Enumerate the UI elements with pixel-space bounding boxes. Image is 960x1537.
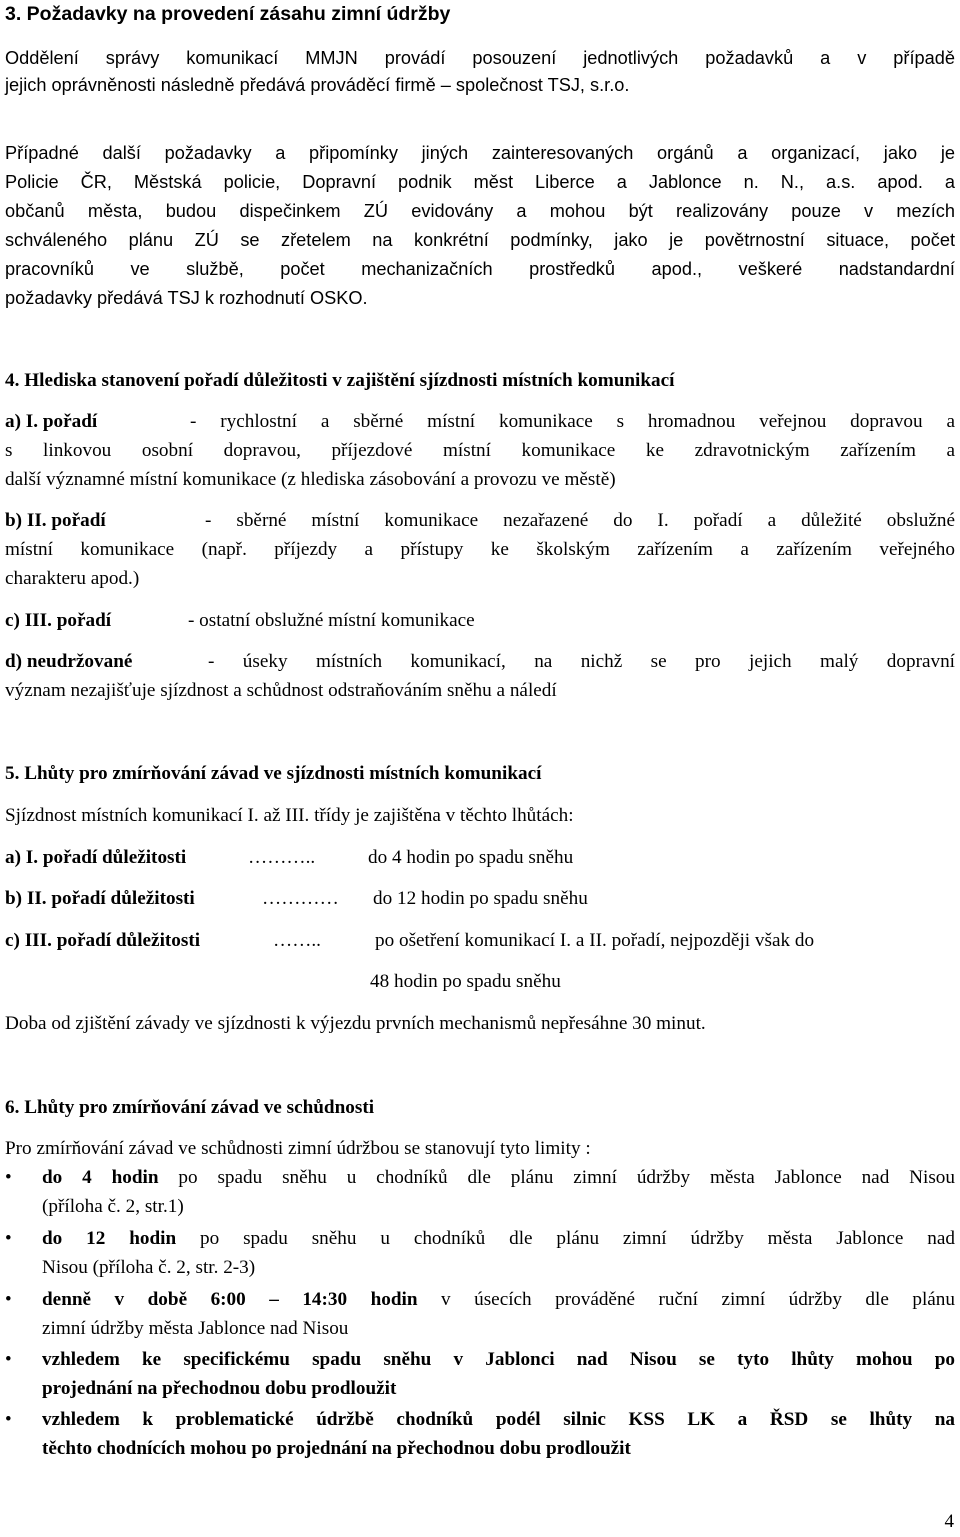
s6-bullet-4-line-1: vzhledem ke specifickému spadu sněhu v Jablonci nad Nisou se tyto lhůty mohou po (42, 1349, 955, 1370)
s4-b-line-2: místní komunikace (např. příjezdy a přístupy ke školským zařízením a zařízením veřejného (5, 539, 955, 560)
s5-row-3-text: po ošetření komunikací I. a II. pořadí, nejpozději však do (375, 930, 815, 951)
page-number: 4 (944, 1511, 954, 1532)
s5-row-1-label: a) I. pořadí důležitosti (5, 847, 187, 868)
s6-bullet-2-bold: do 12 hodin (42, 1228, 177, 1249)
bullet-icon: • (5, 1349, 12, 1370)
s3-p2-line-5: pracovníků ve službě, počet mechanizačních prostředků apod., veškeré nadstandardní (5, 259, 955, 279)
s4-b-line-3: charakteru apod.) (5, 568, 140, 589)
s4-c-label: c) III. pořadí (5, 610, 112, 631)
s5-outro: Doba od zjištění závady ve sjízdnosti k výjezdu prvních mechanismů nepřesáhne 30 minut. (5, 1013, 706, 1034)
s4-a-line-1: - rychlostní a sběrné místní komunikace s hromadnou veřejnou dopravou a (190, 411, 955, 432)
s4-a-line-2: s linkovou osobní dopravou, příjezdové místní komunikace ke zdravotnickým zařízením a (5, 440, 955, 461)
section-4-heading: 4. Hlediska stanovení pořadí důležitosti v zajištění sjízdnosti místních komunikací (5, 370, 675, 391)
s6-bullet-3-line-1 (42, 1288, 955, 1312)
s5-row-1-text: do 4 hodin po spadu sněhu (368, 847, 574, 868)
s6-bullet-4-line-2: projednání na přechodnou dobu prodloužit (42, 1378, 397, 1399)
s6-bullet-1-rest: po spadu sněhu u chodníků dle plánu zimní údržby města Jablonce nad Nisou (158, 1167, 955, 1188)
s6-bullet-3-rest: v úsecích prováděné ruční zimní údržby dle plánu (417, 1289, 955, 1310)
s6-bullet-2-line-1 (42, 1227, 955, 1251)
s3-p1-line-1: Oddělení správy komunikací MMJN provádí posouzení jednotlivých požadavků a v případě (5, 48, 955, 68)
s5-row-2-dots: ………… (262, 888, 339, 909)
s5-row-2-text: do 12 hodin po spadu sněhu (373, 888, 588, 909)
s4-c-line-1: - ostatní obslužné místní komunikace (188, 610, 475, 631)
s6-bullet-3-bold: denně v době 6:00 – 14:30 hodin (42, 1289, 418, 1310)
s4-a-label: a) I. pořadí (5, 411, 98, 432)
s5-row-3-label: c) III. pořadí důležitosti (5, 930, 201, 951)
s6-intro: Pro zmírňování závad ve schůdnosti zimní údržbou se stanovují tyto limity : (5, 1138, 591, 1159)
section-5-heading: 5. Lhůty pro zmírňování závad ve sjízdnosti místních komunikací (5, 763, 542, 784)
s3-p2-line-1: Případné další požadavky a připomínky jiných zainteresovaných orgánů a organizací, jako je (5, 143, 955, 163)
s6-bullet-1-line-2: (příloha č. 2, str.1) (42, 1196, 184, 1217)
s5-row-2-label: b) II. pořadí důležitosti (5, 888, 195, 909)
s6-bullet-5-line-2: těchto chodnících mohou po projednání na přechodnou dobu prodloužit (42, 1438, 631, 1459)
s5-intro: Sjízdnost místních komunikací I. až III. třídy je zajištěna v těchto lhůtách: (5, 805, 574, 826)
bullet-icon: • (5, 1289, 12, 1310)
s6-bullet-2-rest: po spadu sněhu u chodníků dle plánu zimní údržby města Jablonce nad (176, 1228, 955, 1249)
s4-d-line-1: - úseky místních komunikací, na nichž se pro jejich malý dopravní (208, 651, 955, 672)
s3-p2-line-3: občanů města, budou dispečinkem ZÚ evidovány a mohou být realizovány pouze v mezích (5, 201, 955, 221)
s3-p2-line-2: Policie ČR, Městská policie, Dopravní podnik měst Liberce a Jablonce n. N., a.s. apod. a (5, 172, 955, 192)
s4-d-line-2: význam nezajišťuje sjízdnost a schůdnost odstraňováním sněhu a náledí (5, 680, 557, 701)
s4-b-line-1: - sběrné místní komunikace nezařazené do I. pořadí a důležité obslužné (205, 510, 955, 531)
s6-bullet-2-line-2: Nisou (příloha č. 2, str. 2-3) (42, 1257, 256, 1278)
s6-bullet-5-line-1: vzhledem k problematické údržbě chodníků podél silnic KSS LK a ŘSD se lhůty na (42, 1409, 955, 1430)
s3-p2-line-4: schváleného plánu ZÚ se zřetelem na konkrétní podmínky, jako je povětrnostní situace, počet (5, 230, 955, 250)
s4-b-label: b) II. pořadí (5, 510, 106, 531)
s3-p2-line-6: požadavky předává TSJ k rozhodnutí OSKO. (5, 288, 368, 308)
s6-bullet-1-line-1 (42, 1166, 955, 1190)
s6-bullet-1-bold: do 4 hodin (42, 1167, 159, 1188)
section-6-heading: 6. Lhůty pro zmírňování závad ve schůdnosti (5, 1097, 375, 1118)
bullet-icon: • (5, 1228, 12, 1249)
s6-bullet-3-line-2: zimní údržby města Jablonce nad Nisou (42, 1318, 349, 1339)
section-3-heading: 3. Požadavky na provedení zásahu zimní údržby (5, 3, 451, 25)
s3-p1-line-2: jejich oprávněnosti následně předává prováděcí firmě – společnost TSJ, s.r.o. (5, 75, 630, 95)
s5-row-1-dots: ……….. (248, 847, 316, 868)
bullet-icon: • (5, 1167, 12, 1188)
s4-a-line-3: další významné místní komunikace (z hlediska zásobování a provozu ve městě) (5, 469, 616, 490)
s5-row-3-continuation: 48 hodin po spadu sněhu (370, 971, 561, 992)
s4-d-label: d) neudržované (5, 651, 133, 672)
s5-row-3-dots: …….. (273, 930, 321, 951)
bullet-icon: • (5, 1409, 12, 1430)
